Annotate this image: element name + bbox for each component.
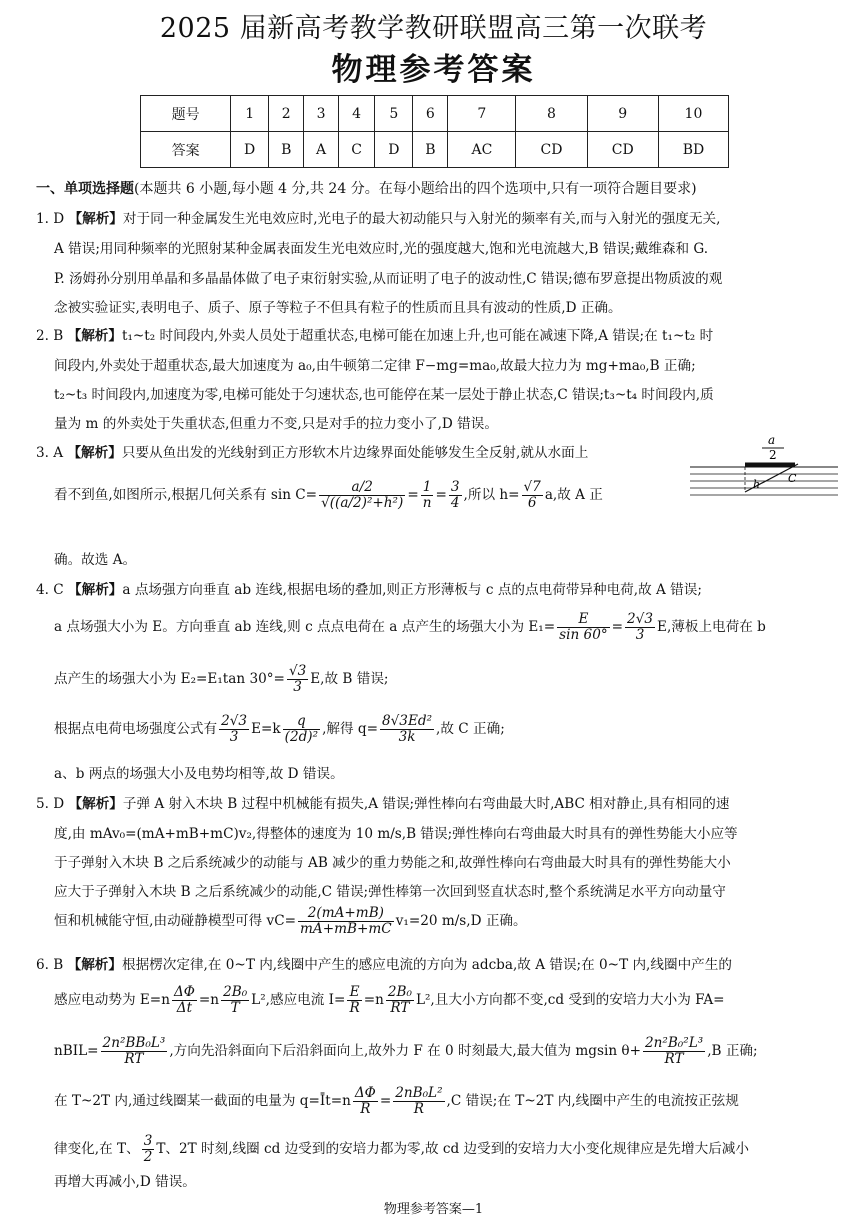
q6-text: L²,感应电流 I=	[251, 992, 346, 1008]
table-cell: 3	[304, 96, 339, 132]
fraction-numerator: 2√3	[221, 713, 248, 729]
q6-line-1	[36, 953, 732, 973]
fraction	[142, 1134, 155, 1165]
analysis-tag: 【解析】	[68, 582, 123, 598]
q6-text: =n	[198, 992, 220, 1008]
q6-text: T、2T 时刻,线圈 cd 边受到的安培力都为零,故 cd 边受到的安培力大小变化规律应是先增大后减小	[156, 1141, 749, 1157]
q5-line-3: 于子弹射入木块 B 之后系统减少的动能与 AB 减少的重力势能之和,故弹性棒向右弯曲最大时具有的弹性势能大小	[54, 855, 731, 871]
fraction	[625, 612, 655, 643]
fraction-numerator: 2√3	[627, 611, 654, 627]
fraction-denominator: 6	[527, 495, 537, 511]
q4-text: ,故 C 正确;	[436, 721, 505, 737]
fraction-numerator: 2B₀	[387, 984, 412, 1000]
q4-text: a 点场强方向垂直 ab 连线,根据电场的叠加,则正方形薄板与 c 点的点电荷带异种电荷,故 A 错误;	[122, 582, 702, 598]
q6-text: L²,且大小方向都不变,cd 受到的安培力大小为 FA=	[415, 992, 725, 1008]
q5-line-1	[36, 792, 729, 812]
q2-line-3: t₂~t₃ 时间段内,加速度为零,电梯可能处于匀速状态,也可能停在某一层处于静止状态,C 错误;t₃~t₄ 时间段内,质	[54, 387, 714, 403]
table-cell: 2	[269, 96, 304, 132]
fraction-denominator: 4	[450, 495, 460, 511]
analysis-tag: 【解析】	[67, 328, 122, 344]
q4-text: E=k	[251, 721, 281, 737]
q4-line-1	[36, 578, 702, 598]
fraction	[283, 714, 320, 745]
q1-number: 1. D	[36, 211, 65, 227]
fraction-numerator: E	[347, 985, 361, 1001]
fraction	[221, 985, 249, 1016]
q4-line-3	[54, 664, 389, 695]
q5-number: 5. D	[36, 796, 65, 812]
q1-line-4: 念被实验证实,表明电子、质子、原子等粒子不但具有粒子的性质而且具有波动的性质,D 正确。	[54, 300, 622, 316]
q5-line-2: 度,由 mAv₀=(mA+mB+mC)v₂,得整体的速度为 10 m/s,B 错误;弹性棒向右弯曲最大时具有的弹性势能大小应等	[54, 826, 738, 842]
q3-number: 3. A	[36, 445, 64, 461]
table-cell: 7	[448, 96, 516, 132]
fraction-numerator: 1	[421, 480, 434, 496]
fraction-denominator: 2	[143, 1149, 153, 1165]
water-cork-diagram	[690, 430, 840, 500]
fraction-denominator: RT	[664, 1051, 684, 1067]
fig-label-c: C	[788, 472, 797, 485]
q4-text: E,薄板上电荷在 b	[657, 619, 766, 635]
fraction-denominator: RT	[390, 1000, 410, 1016]
q4-line-5: a、b 两点的场强大小及电势均相等,故 D 错误。	[54, 766, 344, 782]
fraction-numerator: 8√3Ed²	[382, 713, 433, 729]
q6-text: =	[379, 1093, 392, 1109]
fraction-denominator: R	[349, 1000, 360, 1016]
q2-text: t₁~t₂ 时间段内,外卖人员处于超重状态,电梯可能在加速上升,也可能在减速下降,A 错误;在 t₁~t₂ 时	[121, 328, 714, 344]
q6-line-3	[54, 1036, 758, 1067]
section-description: (本题共 6 小题,每小题 4 分,共 24 分。在每小题给出的四个选项中,只有一项符合题目要求)	[134, 181, 697, 197]
table-label: 答案	[141, 132, 231, 168]
fraction-denominator: (2d)²	[284, 729, 319, 745]
q6-line-5	[54, 1134, 749, 1165]
fraction-denominator: Δt	[176, 1000, 193, 1016]
q5-line-5	[54, 906, 527, 937]
fraction	[449, 480, 462, 511]
q6-text: ,C 错误;在 T~2T 内,线圈中产生的电流按正弦规	[446, 1093, 739, 1109]
fraction-numerator: ΔΦ	[354, 1085, 376, 1101]
fraction-denominator: mA+mB+mC	[300, 921, 392, 937]
fraction-numerator: 3	[143, 1133, 153, 1149]
table-cell: B	[269, 132, 304, 168]
fraction	[386, 985, 414, 1016]
q6-text: 感应电动势为 E=n	[54, 992, 170, 1008]
fraction-numerator: q	[283, 714, 320, 730]
fraction	[319, 480, 405, 511]
fraction-numerator: 2nB₀L²	[395, 1085, 443, 1101]
table-cell: C	[338, 132, 374, 168]
table-cell: D	[375, 132, 413, 168]
fraction-denominator: R	[360, 1101, 371, 1117]
table-cell: 5	[375, 96, 413, 132]
q5-text: v₁=20 m/s,D 正确。	[395, 913, 527, 929]
table-cell: BD	[658, 132, 728, 168]
q2-line-2: 间段内,外卖处于超重状态,最大加速度为 a₀,由牛顿第二定律 F−mg=ma₀,故最大拉力为 mg+ma₀,B 正确;	[54, 358, 696, 374]
fraction-numerator: √3	[288, 663, 307, 679]
fraction-denominator: R	[413, 1101, 424, 1117]
fig-label-2: 2	[769, 448, 777, 462]
q4-text: =	[611, 619, 624, 635]
q3-text: 看不到鱼,如图所示,根据几何关系有 sin C=	[54, 487, 318, 503]
fraction-numerator: 3	[450, 479, 460, 495]
fraction	[557, 612, 610, 643]
document-subtitle: 物理参考答案	[331, 52, 536, 88]
q6-text: ,方向先沿斜面向下后沿斜面向上,故外力 F 在 0 时刻最大,最大值为 mgsin θ+	[169, 1043, 641, 1059]
fraction-denominator: 3	[229, 729, 239, 745]
fraction-numerator: 2n²B₀²L³	[644, 1035, 704, 1051]
answer-table-row-answers	[141, 132, 729, 168]
q5-text: 恒和机械能守恒,由动碰静模型可得 vC=	[54, 913, 297, 929]
fraction	[347, 985, 361, 1016]
q6-text: ,B 正确;	[707, 1043, 758, 1059]
table-cell: 10	[658, 96, 728, 132]
table-cell: CD	[587, 132, 658, 168]
q4-text: ,解得 q=	[322, 721, 378, 737]
q4-line-2	[54, 612, 766, 643]
fraction	[380, 714, 434, 745]
q6-line-6: 再增大再减小,D 错误。	[54, 1174, 196, 1190]
q3-text: 只要从鱼出发的光线射到正方形软木片边缘界面处能够发生全反射,就从水面上	[121, 445, 589, 461]
document-title: 2025 届新高考教学教研联盟高三第一次联考	[159, 13, 708, 44]
q3-line-2	[54, 480, 603, 511]
q3-text: =	[435, 487, 447, 503]
fraction-denominator: n	[422, 495, 432, 511]
fraction	[643, 1036, 705, 1067]
table-cell: 9	[587, 96, 658, 132]
table-cell: A	[304, 132, 339, 168]
q4-text: 根据点电荷电场强度公式有	[54, 721, 218, 737]
page-footer: 物理参考答案—1	[383, 1202, 484, 1217]
table-cell: B	[413, 132, 448, 168]
fraction-numerator: √7	[523, 479, 541, 495]
q2-line-1	[36, 324, 713, 344]
fraction-numerator: 2B₀	[223, 984, 248, 1000]
q1-text: 对于同一种金属发生光电效应时,光电子的最大初动能只与入射光的频率有关,而与入射光的强度无关,	[122, 211, 721, 227]
q3-text: ,所以 h=	[463, 487, 520, 503]
q1-line-1	[36, 207, 720, 227]
fraction-numerator: a/2	[319, 480, 405, 496]
q1-line-2: A 错误;用同种频率的光照射某种金属表面发生光电效应时,光的强度越大,饱和光电流越大,B 错误;戴维森和 G.	[54, 241, 709, 257]
q6-text: 根据楞次定律,在 0~T 内,线圈中产生的感应电流的方向为 adcba,故 A 错误;在 0~T 内,线圈中产生的	[121, 957, 732, 973]
analysis-tag: 【解析】	[68, 211, 123, 227]
q4-line-4	[54, 714, 505, 745]
fraction-numerator: ΔΦ	[173, 984, 195, 1000]
table-cell: 8	[516, 96, 587, 132]
fraction	[522, 480, 543, 511]
fraction-denominator: T	[230, 1000, 240, 1016]
analysis-tag: 【解析】	[67, 957, 122, 973]
fig-label-h: h	[753, 478, 761, 491]
section-heading	[36, 178, 697, 198]
section-title: 一、单项选择题	[36, 181, 134, 197]
table-label: 题号	[141, 96, 231, 132]
table-cell: CD	[516, 132, 587, 168]
fraction	[421, 480, 434, 511]
q6-number: 6. B	[36, 957, 64, 973]
q1-line-3: P. 汤姆孙分别用单晶和多晶晶体做了电子束衍射实验,从而证明了电子的波动性,C 错误;德布罗意提出物质波的观	[54, 271, 723, 287]
fraction-denominator: 3k	[398, 729, 416, 745]
q4-text: 点产生的场强大小为 E₂=E₁tan 30°=	[54, 671, 285, 687]
fraction-denominator: 3	[635, 627, 645, 643]
fraction	[393, 1086, 444, 1117]
table-cell: 1	[231, 96, 269, 132]
q6-line-2	[54, 985, 725, 1016]
q6-text: 律变化,在 T、	[54, 1141, 140, 1157]
q3-line-1	[36, 441, 588, 461]
q4-text: E,故 B 错误;	[310, 671, 389, 687]
cork-plate	[745, 463, 795, 467]
fraction	[353, 1086, 378, 1117]
q4-text: a 点场强大小为 E。方向垂直 ab 连线,则 c 点点电荷在 a 点产生的场强大小为 E₁=	[54, 619, 556, 635]
fraction-numerator: E	[557, 612, 610, 628]
table-cell: 6	[413, 96, 448, 132]
analysis-tag: 【解析】	[67, 445, 122, 461]
q5-line-4: 应大于子弹射入木块 B 之后系统减少的动能,C 错误;弹性棒第一次回到竖直状态时,整个系统满足水平方向动量守	[54, 884, 726, 900]
fraction	[101, 1036, 168, 1067]
table-cell: AC	[448, 132, 516, 168]
fraction-denominator: RT	[124, 1051, 144, 1067]
q4-number: 4. C	[36, 582, 64, 598]
fraction-denominator: sin 60°	[559, 627, 608, 643]
fraction-denominator: √((a/2)²+h²)	[321, 495, 404, 511]
table-cell: D	[231, 132, 269, 168]
q2-number: 2. B	[36, 328, 64, 344]
q6-text: nBIL=	[54, 1043, 99, 1059]
answer-table	[140, 95, 729, 168]
q5-text: 子弹 A 射入木块 B 过程中机械能有损失,A 错误;弹性棒向右弯曲最大时,ABC 相对静止,具有相同的速	[122, 796, 730, 812]
q6-text: 在 T~2T 内,通过线圈某一截面的电量为 q=Īt=n	[54, 1093, 351, 1109]
table-cell: 4	[338, 96, 374, 132]
q3-text: a,故 A 正	[544, 487, 603, 503]
fraction	[298, 906, 394, 937]
q2-line-4: 量为 m 的外卖处于失重状态,但重力不变,只是对手的拉力变小了,D 错误。	[54, 416, 498, 432]
fig-label-a: a	[768, 433, 776, 447]
fraction-numerator: 2n²BB₀L³	[102, 1035, 166, 1051]
fraction	[219, 714, 249, 745]
fraction-denominator: 3	[293, 679, 302, 695]
q3-line-3: 确。故选 A。	[54, 552, 137, 568]
fraction-numerator: 2(mA+mB)	[298, 906, 394, 922]
answer-table-row-numbers	[141, 96, 729, 132]
analysis-tag: 【解析】	[68, 796, 123, 812]
q6-line-4	[54, 1086, 739, 1117]
fraction	[172, 985, 197, 1016]
q3-text: =	[407, 487, 419, 503]
q6-text: =n	[363, 992, 384, 1008]
fraction	[287, 664, 308, 695]
